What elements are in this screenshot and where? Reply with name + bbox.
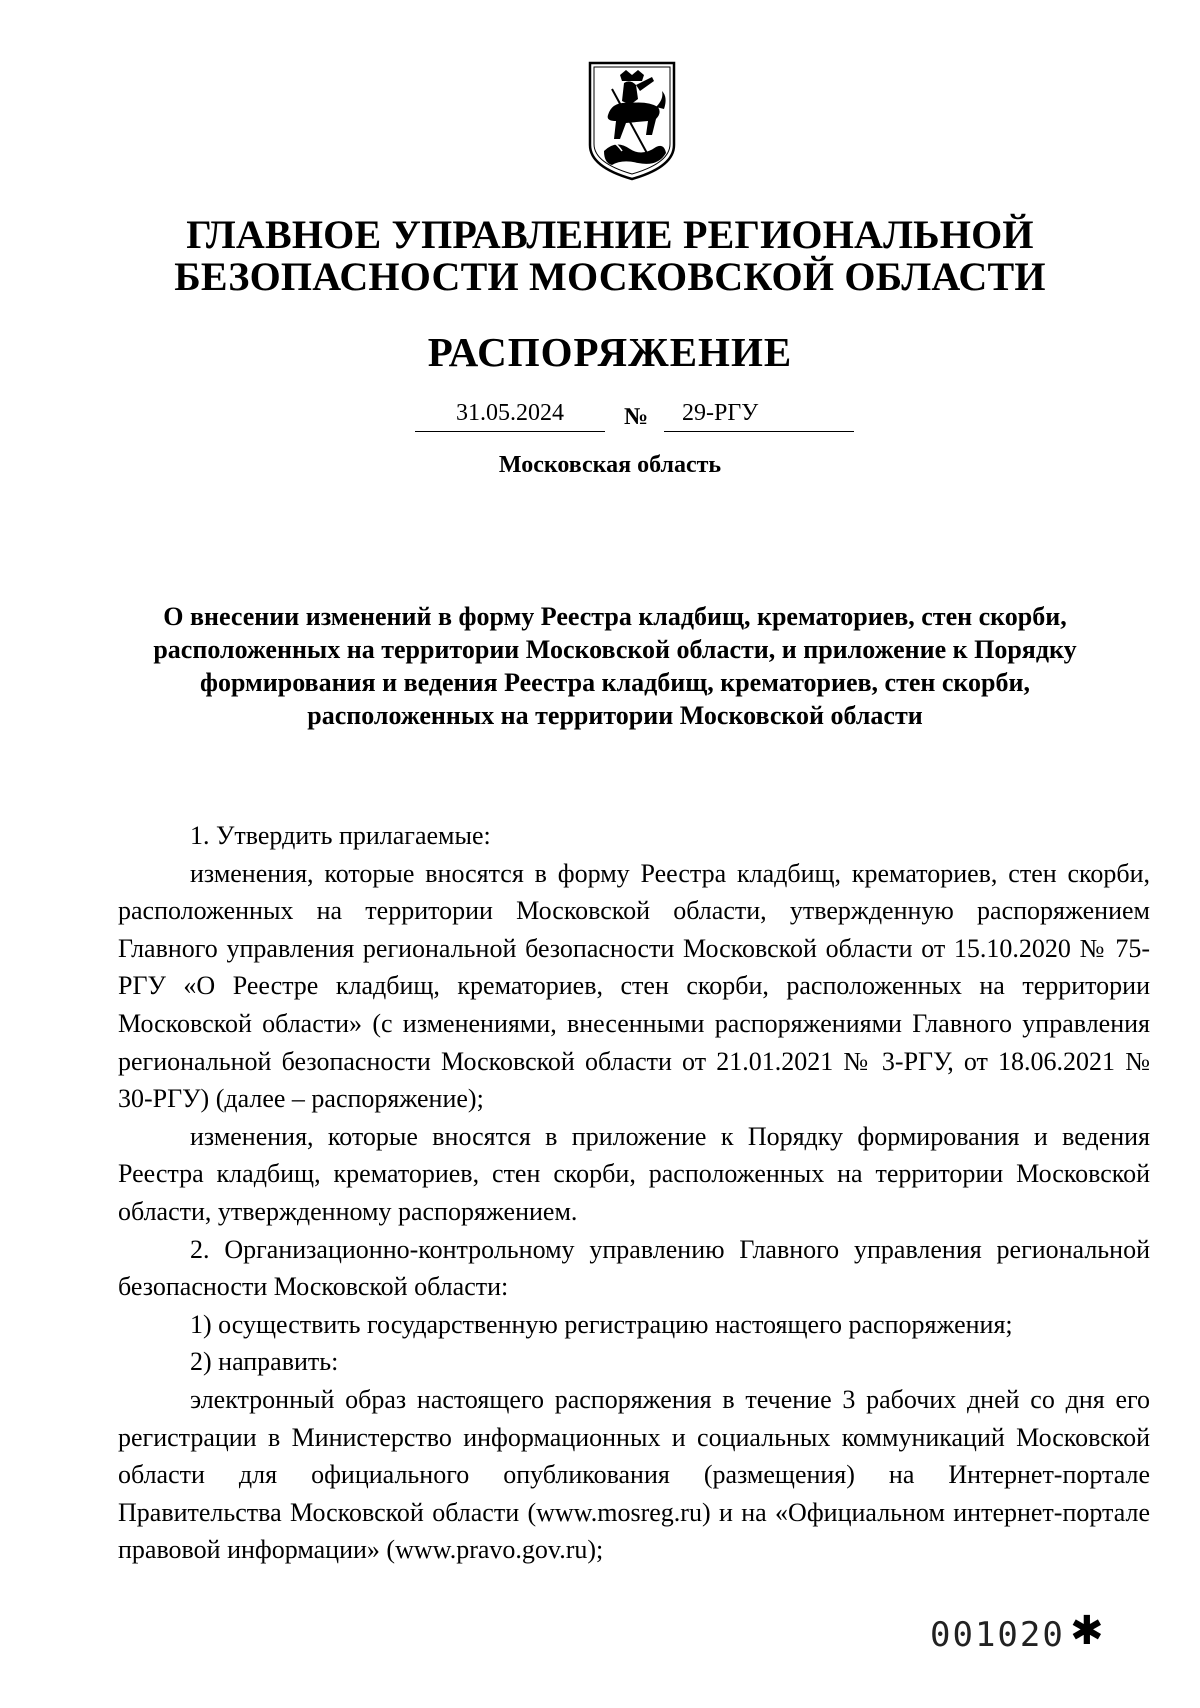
document-body [118, 817, 1150, 1569]
org-name-line-2: БЕЗОПАСНОСТИ МОСКОВСКОЙ ОБЛАСТИ [174, 254, 1046, 299]
paragraph-5: 1) осуществить государственную регистрацию настоящего распоряжения; [190, 1309, 1013, 1339]
document-number: 29-РГУ [664, 400, 854, 432]
document-type: РАСПОРЯЖЕНИЕ [427, 329, 793, 375]
document-date: 31.05.2024 [415, 400, 605, 432]
org-name-line-1: ГЛАВНОЕ УПРАВЛЕНИЕ РЕГИОНАЛЬНОЙ [186, 212, 1034, 257]
asterisk-icon: ✱ [1070, 1608, 1104, 1654]
paragraph-6: 2) направить: [190, 1347, 339, 1377]
paragraph-3: изменения, которые вносятся в приложение к Порядку формирования и ведения Реестра кладбищ, крематориев, стен скорби, расположенных на территории Московской области, утвержденному распоряжением. [118, 1121, 1150, 1226]
paragraph-1: 1. Утвердить прилагаемые: [190, 821, 491, 850]
coat-of-arms-icon [582, 55, 682, 183]
paragraph-2: изменения, которые вносятся в форму Реестра кладбищ, крематориев, стен скорби, расположенных на территории Московской области, утвержденную распоряжением Главного управления региональной безопасности Московской области от 15.10.2020 № 75-РГУ «О Реестре кладбищ, крематориев, стен скорби, расположенных на территории Московской области» (с изменениями, внесенными распоряжениями Главного управления региональной безопасности Московской области от 21.01.2021 № 3-РГУ, от 18.06.2021 № 30-РГУ) (далее – распоряжение); [118, 858, 1150, 1114]
document-place: Московская область [498, 452, 722, 478]
number-sign: № [624, 404, 649, 430]
registration-stamp-number: 001020 [930, 1615, 1065, 1655]
paragraph-4: 2. Организационно-контрольному управлению Главного управления региональной безопасности Московской области: [118, 1234, 1150, 1302]
document-subject: О внесении изменений в форму Реестра кладбищ, крематориев, стен скорби, расположенных на территории Московской области, и приложение к Порядку формирования и ведения Реестра кладбищ, крематориев, стен скорби, расположенных на территории Московской области [153, 602, 1077, 730]
paragraph-7: электронный образ настоящего распоряжения в течение 3 рабочих дней со дня его регистрации в Министерство информационных и социальных коммуникаций Московской области для официального опубликования (размещения) на Интернет-портале Правительства Московской области (www.mosreg.ru) и на «Официальном интернет-портале правовой информации» (www.pravo.gov.ru); [118, 1384, 1150, 1565]
